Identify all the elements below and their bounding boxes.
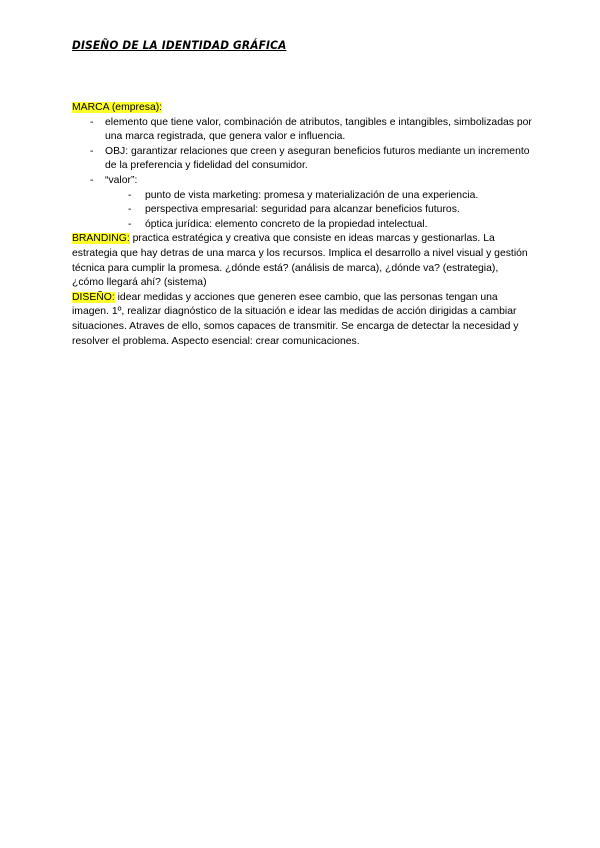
branding-label: BRANDING: (72, 233, 130, 245)
marca-heading-line (72, 101, 532, 116)
document-title: DISEÑO DE LA IDENTIDAD GRÁFICA (72, 38, 287, 52)
diseno-paragraph (72, 291, 532, 349)
sub-list-item: - perspectiva empresarial: seguridad para alcanzar beneficios futuros. (145, 203, 532, 218)
sub-list-item: - óptica jurídica: elemento concreto de la propiedad intelectual. (145, 218, 532, 233)
list-item: - OBJ: garantizar relaciones que creen y aseguran beneficios futuros mediante un incremento de la preferencia y fidelidad del consumidor. (105, 145, 532, 174)
document-body (72, 101, 532, 349)
marca-heading: MARCA (empresa): (72, 102, 163, 113)
diseno-label: DISEÑO: (72, 291, 115, 303)
valor-label: “valor”: (105, 174, 138, 186)
valor-sublist (105, 189, 532, 233)
branding-paragraph (72, 232, 532, 290)
list-item-valor (105, 174, 532, 232)
list-item: - elemento que tiene valor, combinación de atributos, tangibles e intangibles, simbolizadas por una marca registrada, que genera valor e influencia. (105, 116, 532, 145)
branding-text: practica estratégica y creativa que consiste en ideas marcas y gestionarlas. La estrategia que hay detras de una marca y los recursos. Implica el desarrollo a nivel visual y gestión técnica para cumplir la promesa. ¿dónde está? (análisis de marca), ¿dónde va? (estrategia), ¿cómo llegará ahí? (sistema) (72, 233, 528, 289)
marca-list (72, 116, 532, 233)
diseno-text: idear medidas y acciones que generen esee cambio, que las personas tengan una imagen. 1º, realizar diagnóstico de la situación e idear las medidas de acción dirigidas a cambiar situaciones. Atraves de ello, somos capaces de transmitir. Se encarga de detectar la necesidad y resolver el problema. Aspecto esencial: crear comunicaciones. (72, 291, 519, 347)
sub-list-item: - punto de vista marketing: promesa y materialización de una experiencia. (145, 189, 532, 204)
